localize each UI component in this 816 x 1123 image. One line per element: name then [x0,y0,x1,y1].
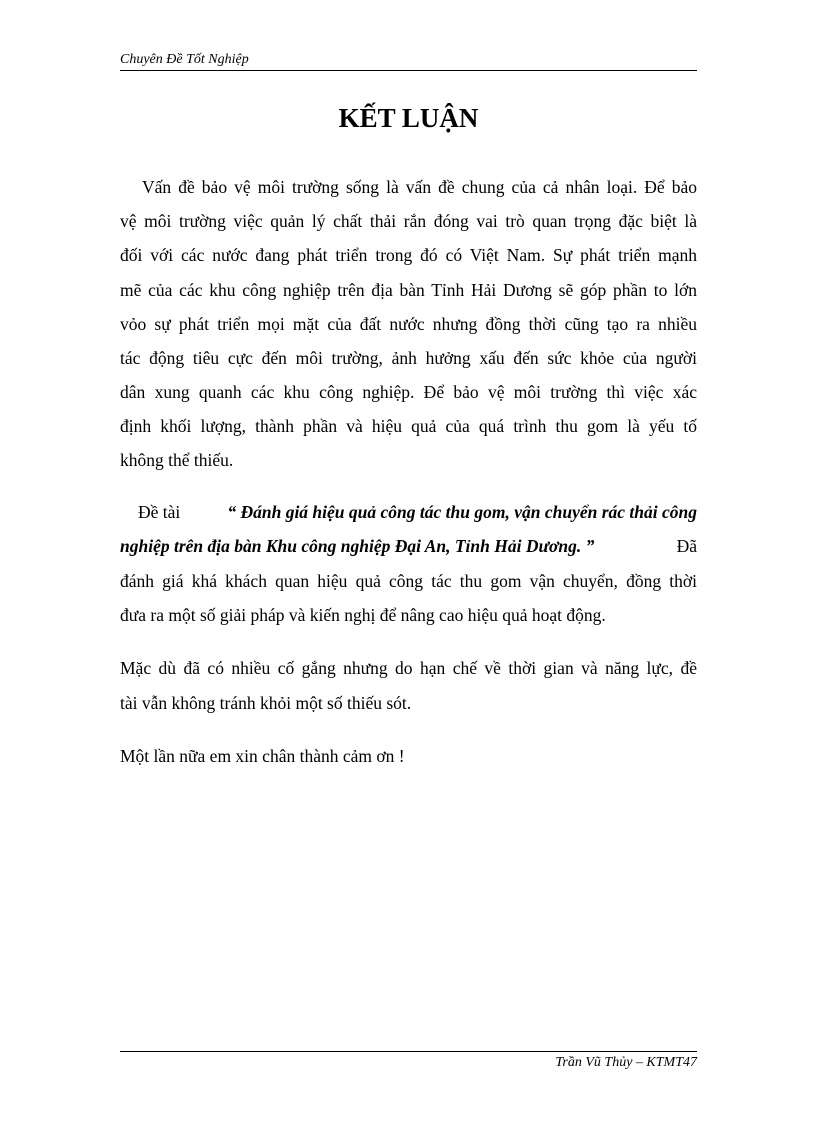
page-title: KẾT LUẬN [338,103,479,133]
text-line: tài vẫn không tránh khỏi một số thiếu sót. [120,693,412,713]
thesis-title-part1: “ Đánh giá hiệu quả công tác thu gom, vận chuyển rác thải công [227,502,697,522]
thesis-title-part2: nghiệp trên địa bàn Khu công nghiệp Đại An, Tỉnh Hải Dương. ” [120,536,595,556]
page-footer: Trần Vũ Thủy – KTMT47 [120,1051,697,1071]
text-line: không thể thiếu. [120,450,234,470]
paragraph-4: Một lần nữa em xin chân thành cảm ơn ! [120,746,405,766]
text-line: đưa ra một số giải pháp và kiến nghị để nâng cao hiệu quả hoạt động. [120,605,606,625]
text-line: mẽ của các khu công nghiệp trên địa bàn Tỉnh Hải Dương sẽ góp phần to lớn [120,280,697,300]
text-line: dân xung quanh các khu công nghiệp. Để bảo vệ môi trường thì việc xác [120,382,697,402]
text-line: đánh giá khá khách quan hiệu quả công tác thu gom vận chuyển, đồng thời [120,571,697,591]
page-header: Chuyên Đề Tốt Nghiệp [120,52,697,71]
intro-text: Đề tài [138,502,181,522]
text-line: tác động tiêu cực đến môi trường, ảnh hưởng xấu đến sức khỏe của người [120,348,697,368]
text-line: đối với các nước đang phát triển trong đó có Việt Nam. Sự phát triển mạnh [120,245,697,265]
text-line: Vấn đề bảo vệ môi trường sống là vấn đề chung của cả nhân loại. Để bảo [142,177,697,197]
text-line: vệ môi trường việc quản lý chất thải rắn đóng vai trò quan trọng đặc biệt là [120,211,697,231]
text-line: vỏo sự phát triển mọi mặt của đất nước nhưng đồng thời cũng tạo ra nhiều [120,314,697,334]
text-line: định khối lượng, thành phần và hiệu quả của quá trình thu gom là yếu tố [120,416,697,436]
text-cont: Đã [676,536,697,556]
text-line: Mặc dù đã có nhiều cố gắng nhưng do hạn chế về thời gian và năng lực, đề [120,658,697,678]
